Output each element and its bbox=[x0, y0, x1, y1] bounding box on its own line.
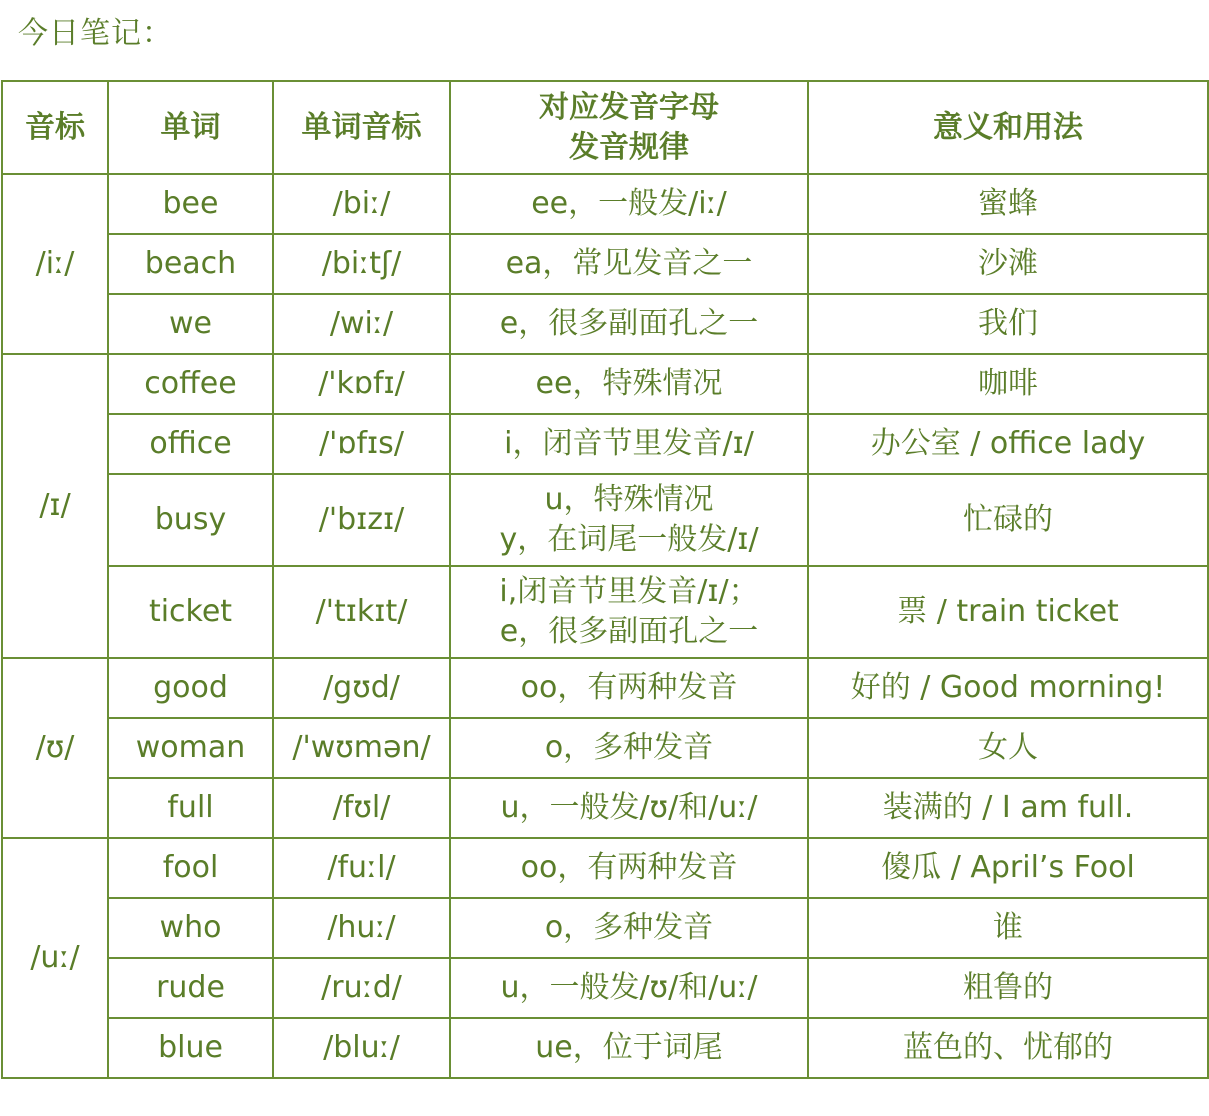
phonetic-cell: /'bɪzɪ/ bbox=[273, 474, 450, 566]
word-cell: ticket bbox=[108, 566, 273, 658]
phonetic-cell: /bluː/ bbox=[273, 1018, 450, 1078]
rule-line: o，多种发音 bbox=[544, 730, 714, 765]
phonetic-cell: /'wʊmən/ bbox=[273, 718, 450, 778]
word-cell: office bbox=[108, 414, 273, 474]
header-symbol: 音标 bbox=[2, 81, 108, 174]
word-cell: we bbox=[108, 294, 273, 354]
rule-line: ea，常见发音之一 bbox=[505, 246, 753, 281]
rule-line: oo，有两种发音 bbox=[520, 670, 738, 705]
rule-cell bbox=[450, 898, 808, 958]
rule-line: u，一般发/ʊ/和/uː/ bbox=[500, 970, 758, 1005]
meaning-cell: 装满的 / I am full. bbox=[808, 778, 1208, 838]
rule-line: u，特殊情况 bbox=[544, 482, 714, 517]
phonetic-cell: /wiː/ bbox=[273, 294, 450, 354]
rule-cell bbox=[450, 414, 808, 474]
word-cell: busy bbox=[108, 474, 273, 566]
rule-cell bbox=[450, 354, 808, 414]
symbol-cell: /iː/ bbox=[2, 174, 108, 354]
rule-line: y，在词尾一般发/ɪ/ bbox=[499, 522, 759, 557]
rule-line: i,闭音节里发音/ɪ/； bbox=[499, 574, 759, 609]
rule-cell bbox=[450, 718, 808, 778]
meaning-cell: 谁 bbox=[808, 898, 1208, 958]
rule-cell bbox=[450, 1018, 808, 1078]
meaning-cell: 忙碌的 bbox=[808, 474, 1208, 566]
phonetic-cell: /fuːl/ bbox=[273, 838, 450, 898]
header-word: 单词 bbox=[108, 81, 273, 174]
table-row bbox=[2, 778, 1208, 838]
rule-cell bbox=[450, 838, 808, 898]
phonetic-cell: /'kɒfɪ/ bbox=[273, 354, 450, 414]
meaning-cell: 蜜蜂 bbox=[808, 174, 1208, 234]
header-word-phonetic: 单词音标 bbox=[273, 81, 450, 174]
phonetic-cell: /gʊd/ bbox=[273, 658, 450, 718]
table-row bbox=[2, 294, 1208, 354]
rule-line: o，多种发音 bbox=[544, 910, 714, 945]
rule-cell bbox=[450, 174, 808, 234]
rule-cell bbox=[450, 958, 808, 1018]
rule-line: oo，有两种发音 bbox=[520, 850, 738, 885]
page-title: 今日笔记： bbox=[18, 16, 173, 51]
table-row bbox=[2, 958, 1208, 1018]
header-rule-line2: 发音规律 bbox=[569, 129, 689, 165]
table-row bbox=[2, 658, 1208, 718]
table-row bbox=[2, 898, 1208, 958]
phonetic-cell: /'ɒfɪs/ bbox=[273, 414, 450, 474]
rule-cell bbox=[450, 566, 808, 658]
rule-line: e，很多副面孔之一 bbox=[499, 614, 759, 649]
rule-cell bbox=[450, 234, 808, 294]
rule-line: ue，位于词尾 bbox=[535, 1030, 723, 1065]
word-cell: blue bbox=[108, 1018, 273, 1078]
word-cell: full bbox=[108, 778, 273, 838]
rule-cell bbox=[450, 474, 808, 566]
rule-line: i，闭音节里发音/ɪ/ bbox=[504, 426, 754, 461]
table-row bbox=[2, 838, 1208, 898]
phonetic-cell: /fʊl/ bbox=[273, 778, 450, 838]
meaning-cell: 咖啡 bbox=[808, 354, 1208, 414]
table-row bbox=[2, 354, 1208, 414]
header-rule bbox=[450, 81, 808, 174]
table-row bbox=[2, 474, 1208, 566]
word-cell: rude bbox=[108, 958, 273, 1018]
table-row bbox=[2, 1018, 1208, 1078]
table-row bbox=[2, 718, 1208, 778]
word-cell: bee bbox=[108, 174, 273, 234]
rule-line: ee，特殊情况 bbox=[535, 366, 723, 401]
rule-line: e，很多副面孔之一 bbox=[499, 306, 759, 341]
meaning-cell: 女人 bbox=[808, 718, 1208, 778]
rule-line: u，一般发/ʊ/和/uː/ bbox=[500, 790, 758, 825]
rule-cell bbox=[450, 294, 808, 354]
header-meaning: 意义和用法 bbox=[808, 81, 1208, 174]
meaning-cell: 粗鲁的 bbox=[808, 958, 1208, 1018]
word-cell: fool bbox=[108, 838, 273, 898]
phonetic-cell: /'tɪkɪt/ bbox=[273, 566, 450, 658]
symbol-cell: /ɪ/ bbox=[2, 354, 108, 658]
phonetic-cell: /biː/ bbox=[273, 174, 450, 234]
word-cell: woman bbox=[108, 718, 273, 778]
table-row bbox=[2, 414, 1208, 474]
rule-cell bbox=[450, 778, 808, 838]
table-row bbox=[2, 566, 1208, 658]
phonetic-cell: /biːtʃ/ bbox=[273, 234, 450, 294]
word-cell: who bbox=[108, 898, 273, 958]
table-row bbox=[2, 174, 1208, 234]
table-body bbox=[2, 174, 1208, 1078]
table-row bbox=[2, 234, 1208, 294]
meaning-cell: 好的 / Good morning! bbox=[808, 658, 1208, 718]
word-cell: coffee bbox=[108, 354, 273, 414]
meaning-cell: 傻瓜 / April’s Fool bbox=[808, 838, 1208, 898]
word-cell: beach bbox=[108, 234, 273, 294]
phonetics-table bbox=[1, 80, 1209, 1079]
rule-line: ee，一般发/iː/ bbox=[531, 186, 727, 221]
meaning-cell: 票 / train ticket bbox=[808, 566, 1208, 658]
word-cell: good bbox=[108, 658, 273, 718]
meaning-cell: 我们 bbox=[808, 294, 1208, 354]
meaning-cell: 办公室 / office lady bbox=[808, 414, 1208, 474]
symbol-cell: /uː/ bbox=[2, 838, 108, 1078]
symbol-cell: /ʊ/ bbox=[2, 658, 108, 838]
header-rule-line1: 对应发音字母 bbox=[539, 89, 719, 125]
meaning-cell: 蓝色的、忧郁的 bbox=[808, 1018, 1208, 1078]
meaning-cell: 沙滩 bbox=[808, 234, 1208, 294]
phonetic-cell: /huː/ bbox=[273, 898, 450, 958]
phonetic-cell: /ruːd/ bbox=[273, 958, 450, 1018]
rule-cell bbox=[450, 658, 808, 718]
table-header-row bbox=[2, 81, 1208, 174]
